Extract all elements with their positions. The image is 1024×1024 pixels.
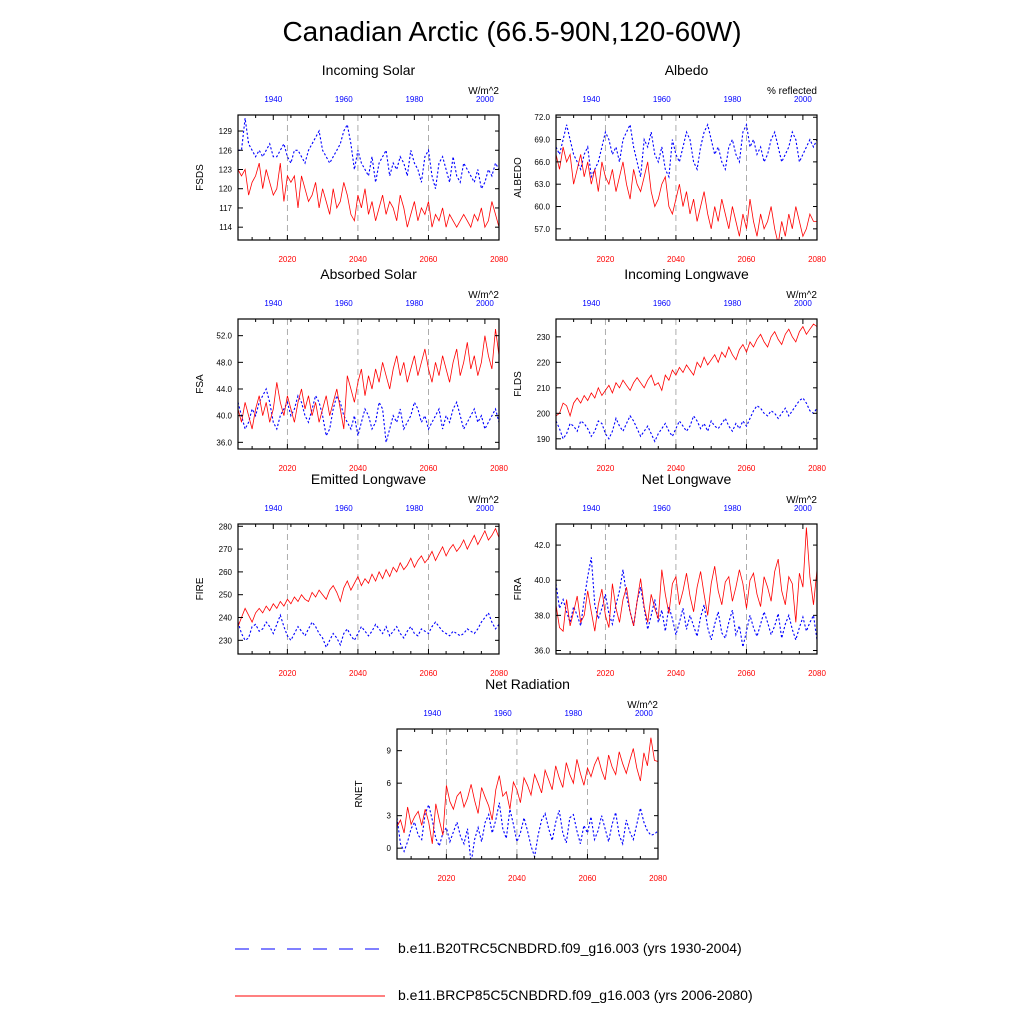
x-top-tick-label: 1940 [582, 95, 601, 104]
x-top-tick-label: 1940 [582, 299, 601, 308]
y-tick-label: 114 [219, 223, 232, 233]
legend [235, 949, 385, 996]
units-label: W/m^2 [786, 290, 817, 301]
x-top-tick-label: 2000 [475, 299, 494, 308]
plot-frame [556, 524, 817, 654]
y-tick-label: 69.0 [534, 135, 550, 145]
y-tick-label: 126 [218, 146, 232, 156]
x-top-tick-label: 1940 [264, 504, 283, 513]
y-axis-label: FSDS [195, 164, 206, 191]
y-tick-label: 129 [218, 127, 232, 137]
x-bottom-tick-label: 2040 [349, 464, 367, 473]
y-tick-label: 270 [218, 545, 232, 555]
x-bottom-tick-label: 2080 [490, 464, 508, 473]
x-top-tick-label: 1980 [723, 504, 742, 513]
y-tick-label: 260 [218, 567, 232, 577]
x-bottom-tick-label: 2040 [349, 669, 367, 678]
series-line-future [238, 163, 499, 227]
y-tick-label: 123 [218, 165, 232, 175]
y-tick-label: 42.0 [534, 541, 550, 551]
panel-group [195, 62, 826, 883]
x-bottom-tick-label: 2060 [737, 255, 756, 264]
x-bottom-tick-label: 2060 [578, 874, 597, 883]
series-line-future [556, 147, 817, 244]
units-label: W/m^2 [468, 86, 499, 97]
plot-frame [238, 524, 499, 654]
series-line-future [556, 324, 817, 416]
x-top-tick-label: 1940 [423, 709, 442, 718]
panel-title: Absorbed Solar [320, 266, 417, 282]
y-tick-label: 240 [218, 613, 232, 623]
x-bottom-tick-label: 2040 [508, 874, 526, 883]
panel-title: Net Radiation [485, 676, 570, 692]
x-bottom-tick-label: 2040 [667, 464, 685, 473]
x-top-tick-label: 1960 [334, 299, 353, 308]
y-tick-label: 63.0 [534, 180, 550, 190]
x-top-tick-label: 1960 [334, 504, 353, 513]
y-tick-label: 280 [218, 522, 232, 532]
y-tick-label: 40.0 [216, 411, 232, 421]
panel-title: Emitted Longwave [310, 471, 427, 487]
y-tick-label: 52.0 [216, 331, 232, 341]
series-line-historical [238, 613, 499, 647]
x-top-tick-label: 2000 [475, 504, 494, 513]
x-bottom-tick-label: 2060 [419, 255, 438, 264]
x-bottom-tick-label: 2020 [278, 255, 297, 264]
x-bottom-tick-label: 2060 [419, 464, 438, 473]
x-top-tick-label: 2000 [793, 95, 812, 104]
x-top-tick-label: 1940 [264, 299, 283, 308]
units-label: W/m^2 [627, 700, 658, 711]
x-top-tick-label: 1980 [405, 95, 424, 104]
series-line-historical [238, 389, 499, 442]
x-top-tick-label: 2000 [475, 95, 494, 104]
x-bottom-tick-label: 2020 [596, 464, 615, 473]
panel-fsa [195, 266, 508, 473]
x-top-tick-label: 1980 [564, 709, 583, 718]
y-tick-label: 117 [219, 203, 232, 213]
y-tick-label: 38.0 [534, 611, 550, 621]
x-bottom-tick-label: 2080 [808, 464, 826, 473]
y-axis-label: FSA [195, 374, 206, 394]
x-top-tick-label: 1980 [405, 504, 424, 513]
x-bottom-tick-label: 2080 [649, 874, 667, 883]
panel-fire [195, 471, 508, 678]
units-label: W/m^2 [786, 495, 817, 506]
x-bottom-tick-label: 2020 [278, 464, 297, 473]
x-bottom-tick-label: 2080 [808, 669, 826, 678]
legend-label-historical: b.e11.B20TRC5CNBDRD.f09_g16.003 (yrs 1930-2004) [398, 940, 742, 956]
y-tick-label: 48.0 [216, 358, 232, 368]
panel-title: Albedo [664, 62, 709, 78]
series-line-future [238, 529, 499, 627]
x-bottom-tick-label: 2060 [737, 669, 756, 678]
x-bottom-tick-label: 2060 [737, 464, 756, 473]
panel-fira [513, 471, 826, 678]
panel-albedo [513, 62, 826, 264]
x-bottom-tick-label: 2020 [437, 874, 456, 883]
x-bottom-tick-label: 2040 [667, 255, 685, 264]
series-line-historical [397, 803, 658, 864]
y-tick-label: 200 [536, 409, 550, 419]
y-tick-label: 230 [218, 636, 232, 646]
series-line-future [397, 738, 658, 844]
y-tick-label: 6 [386, 779, 391, 789]
panel-title: Incoming Solar [321, 62, 416, 78]
x-top-tick-label: 2000 [793, 299, 812, 308]
plot-frame [556, 115, 817, 240]
units-label: % reflected [766, 86, 817, 97]
x-top-tick-label: 1960 [334, 95, 353, 104]
y-tick-label: 44.0 [216, 385, 232, 394]
panel-flds [513, 266, 826, 473]
y-axis-label: FIRE [195, 577, 206, 601]
x-top-tick-label: 2000 [793, 504, 812, 513]
y-tick-label: 220 [536, 358, 550, 368]
x-top-tick-label: 1960 [652, 504, 671, 513]
figure-title: Canadian Arctic (66.5-90N,120-60W) [282, 16, 742, 47]
y-tick-label: 57.0 [534, 224, 550, 234]
x-bottom-tick-label: 2040 [349, 255, 367, 264]
x-top-tick-label: 1940 [264, 95, 283, 104]
x-bottom-tick-label: 2060 [419, 669, 438, 678]
x-top-tick-label: 1980 [723, 95, 742, 104]
series-line-historical [556, 125, 817, 177]
x-top-tick-label: 2000 [634, 709, 653, 718]
y-axis-label: FLDS [513, 371, 524, 397]
panel-fsds [195, 62, 508, 264]
y-tick-label: 230 [536, 332, 550, 342]
x-bottom-tick-label: 2080 [490, 255, 508, 264]
panel-title: Net Longwave [641, 471, 732, 487]
x-bottom-tick-label: 2040 [667, 669, 685, 678]
series-line-historical [238, 118, 499, 189]
x-bottom-tick-label: 2020 [596, 669, 615, 678]
x-bottom-tick-label: 2020 [278, 669, 297, 678]
y-tick-label: 40.0 [534, 576, 550, 586]
y-axis-label: RNET [354, 780, 365, 808]
panel-rnet [354, 676, 667, 883]
x-top-tick-label: 1980 [723, 299, 742, 308]
x-top-tick-label: 1940 [582, 504, 601, 513]
y-tick-label: 190 [536, 434, 550, 444]
y-tick-label: 36.0 [216, 438, 232, 448]
y-tick-label: 72.0 [534, 113, 550, 123]
x-top-tick-label: 1960 [493, 709, 512, 718]
units-label: W/m^2 [468, 495, 499, 506]
panel-title: Incoming Longwave [624, 266, 749, 282]
x-bottom-tick-label: 2080 [808, 255, 826, 264]
x-bottom-tick-label: 2020 [596, 255, 615, 264]
x-top-tick-label: 1960 [652, 95, 671, 104]
x-top-tick-label: 1960 [652, 299, 671, 308]
y-tick-label: 60.0 [534, 202, 550, 212]
series-line-historical [556, 557, 817, 647]
series-line-historical [556, 398, 817, 441]
y-tick-label: 9 [386, 746, 391, 756]
y-tick-label: 66.0 [534, 157, 550, 167]
y-tick-label: 0 [386, 844, 391, 854]
units-label: W/m^2 [468, 290, 499, 301]
x-top-tick-label: 1980 [405, 299, 424, 308]
y-tick-label: 120 [218, 184, 232, 194]
y-axis-label: FIRA [513, 577, 524, 601]
legend-label-future: b.e11.BRCP85C5CNBDRD.f09_g16.003 (yrs 2006-2080) [398, 987, 753, 1003]
y-axis-label: ALBEDO [513, 157, 524, 198]
y-tick-label: 210 [536, 383, 550, 393]
y-tick-label: 36.0 [534, 646, 550, 656]
y-tick-label: 3 [386, 811, 391, 821]
y-tick-label: 250 [218, 590, 232, 600]
x-bottom-tick-label: 2080 [490, 669, 508, 678]
